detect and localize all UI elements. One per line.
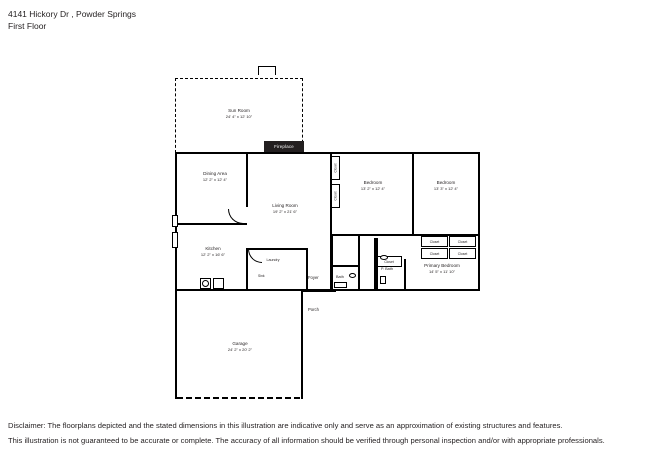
wall-bath-divider-v [358,236,360,291]
wall-kitchen-laundry [246,248,248,291]
plan-header [8,8,136,33]
porch-label: Porch [308,307,319,312]
kitchen-sink-icon [202,280,209,287]
room-dims: 12' 2" x 16' 6" [200,252,226,258]
wall-bedroom-divider [412,154,414,234]
wall-main-right [478,152,480,289]
wall-pbath-dark [374,238,378,290]
fireplace-label: Fireplace [264,141,304,152]
bath-sink-icon [349,273,356,278]
p-bath-sink-icon [380,255,388,260]
wall-primary-left [404,259,406,291]
room-dims: 13' 2" x 12' 4" [360,186,386,192]
room-dims: 24' 2" x 20' 2" [227,347,253,353]
closet-box-3: Closet [421,248,448,259]
room-label-sun-room [199,108,279,120]
room-dims: 14' 5" x 11' 10" [428,269,456,275]
room-name: Sun Room [228,108,250,113]
wall-bath-block-left [331,236,333,291]
wall-dining-kitchen [176,223,247,225]
dining-door-arc-icon [228,209,243,224]
room-name: Dining Area [203,171,227,176]
disclaimer-line-2: This illustration is not guaranteed to be accurate or complete. The accuracy of all information should be verified through personal inspection and/or with appropriate professionals. [8,435,605,445]
wall-dining-living [246,154,248,207]
room-label-garage [205,341,275,353]
closet-vertical-1 [331,156,340,180]
room-name: Bedroom [363,180,383,185]
room-name: Living Room [272,203,298,208]
room-label-primary-bedroom [408,263,476,275]
p-bath-label: P. Bath [381,267,393,271]
bath-tub-icon [334,282,347,288]
room-dims: 13' 3" x 12' 4" [433,186,459,192]
closet-label: Closet [333,163,338,173]
closet-label: Closet [333,191,338,201]
kitchen-appliance-2 [213,278,224,289]
foyer-label: Foyer [308,275,319,280]
disclaimer-line-1: Disclaimer: The floorplans depicted and the stated dimensions in this illustration are indicative only and serve as an approximation of existing structures and features. [8,421,563,431]
room-label-bedroom-2 [415,180,477,192]
wall-main-top [175,152,480,154]
room-name: Laundry [266,258,280,262]
room-label-living-room [248,203,322,215]
room-name: Primary Bedroom [424,263,460,268]
laundry-sink-label: Sink [258,274,265,278]
room-label-dining-area [180,171,250,183]
garage-door [177,397,301,399]
disclaimer [8,419,638,448]
wall-foyer-left [306,248,308,291]
floor-label: First Floor [8,21,47,32]
closet-box-hall: Closet [376,256,402,267]
sunroom-door-arc-icon [258,66,276,75]
room-label-kitchen [182,246,244,258]
room-name: Bedroom [436,180,456,185]
room-label-bedroom-1 [340,180,406,192]
property-address: 4141 Hickory Dr , Powder Springs [8,9,137,19]
closet-vertical-2 [331,184,340,208]
kitchen-window-icon [172,215,178,227]
floorplan-canvas [0,60,650,405]
room-dims: 24' 4" x 12' 10" [225,114,253,120]
room-name: Garage [232,341,248,346]
kitchen-side-fixture [172,232,178,248]
room-dims: 12' 2" x 12' 4" [202,177,228,183]
room-name: Kitchen [205,246,221,251]
room-dims: 19' 2" x 21' 6" [272,209,298,215]
wall-bath-divider-h [332,265,359,267]
closet-box-2: Closet [449,236,476,247]
closet-box-1: Closet [421,236,448,247]
closet-box-4: Closet [449,248,476,259]
p-bath-toilet-icon [380,276,386,284]
bath-label: Bath [336,275,344,279]
